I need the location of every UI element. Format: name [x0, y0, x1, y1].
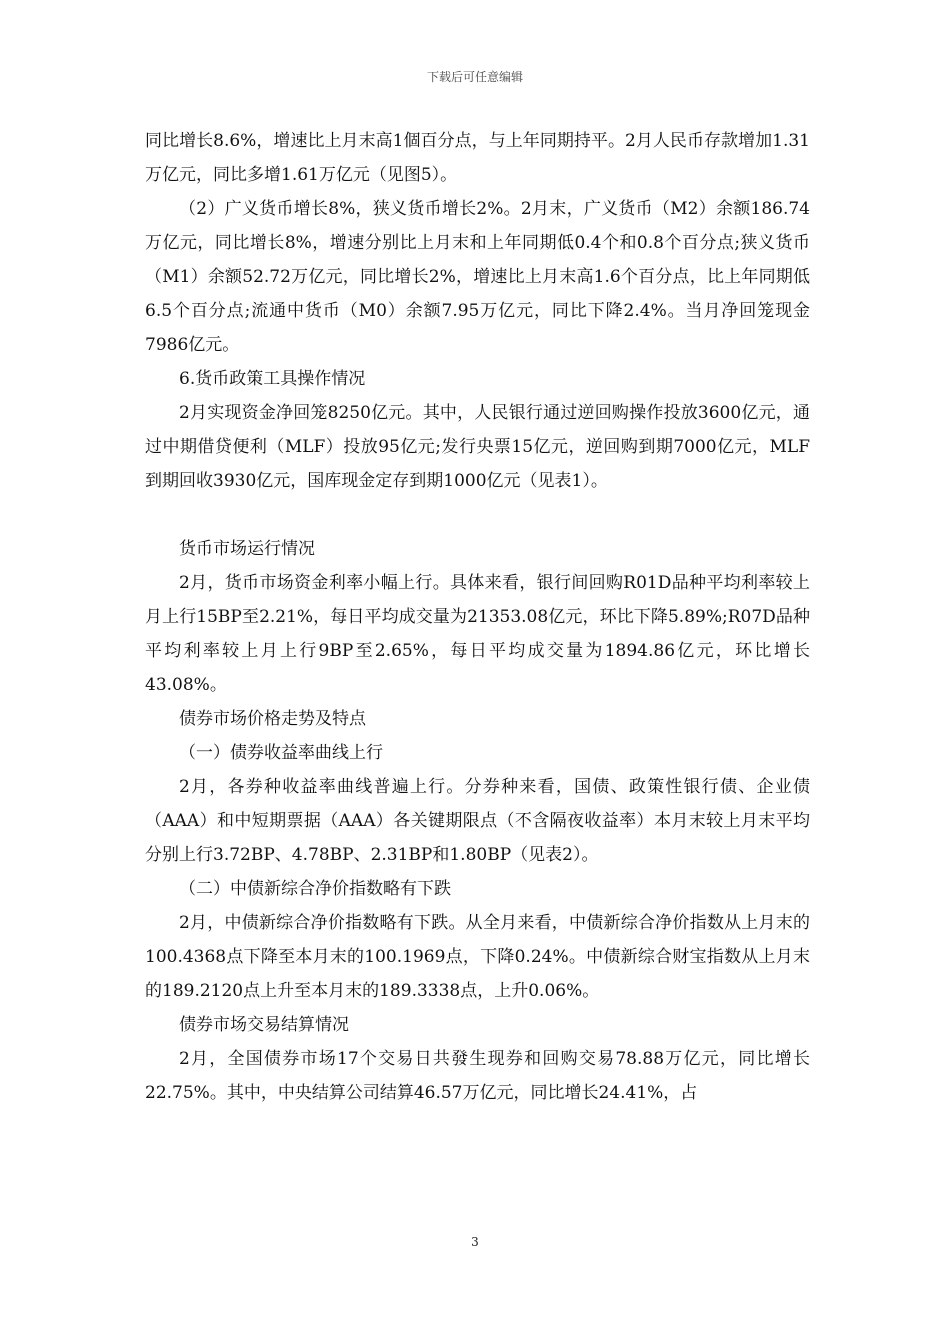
- paragraph-money-market: 2月，货币市场资金利率小幅上行。具体来看，银行间回购R01D品种平均利率较上月上行15BP至2.21%，每日平均成交量为21353.08亿元，环比下降5.89%;R07D品种平均利率较上月上行9BP至2.65%，每日平均成交量为1894.86亿元，环比增长43.08%。: [145, 573, 810, 695]
- paragraph-deposit-growth: 同比增长8.6%，增速比上月末高1個百分点，与上年同期持平。2月人民币存款增加1.31万亿元，同比多增1.61万亿元（见图5）。: [145, 131, 810, 185]
- paragraph-money-supply: （2）广义货币增长8%，狭义货币增长2%。2月末，广义货币（M2）余额186.74万亿元，同比增长8%，增速分别比上月末和上年同期低0.4个和0.8个百分点;狭义货币（M1）余额52.72万亿元，同比增长2%，增速比上月末高1.6个百分点，比上年同期低6.5个百分点;流通中货币（M0）余额7.95万亿元，同比下降2.4%。当月净回笼现金7986亿元。: [145, 199, 810, 355]
- page-number: 3: [471, 1235, 479, 1249]
- subheading-bond-index: （二）中债新综合净价指数略有下跌: [179, 879, 451, 899]
- paragraph-bond-settlement: 2月，全国债券市场17个交易日共發生现券和回购交易78.88万亿元，同比增长22.75%。其中，中央结算公司结算46.57万亿元，同比增长24.41%，占: [145, 1049, 810, 1103]
- paragraph-policy-operations: 2月实现资金净回笼8250亿元。其中，人民银行通过逆回购操作投放3600亿元，通过中期借贷便利（MLF）投放95亿元;发行央票15亿元，逆回购到期7000亿元，MLF到期回收3930亿元，国库现金定存到期1000亿元（见表1）。: [145, 403, 810, 491]
- section-heading-policy-tools: 6.货币政策工具操作情况: [179, 369, 366, 389]
- section-heading-bond-prices: 债券市场价格走势及特点: [179, 709, 366, 729]
- section-heading-money-market: 货币市场运行情况: [179, 539, 315, 559]
- paragraph-bond-index: 2月，中债新综合净价指数略有下跌。从全月来看，中债新综合净价指数从上月末的100.4368点下降至本月末的100.1969点，下降0.24%。中债新综合财宝指数从上月末的189.2120点上升至本月末的189.3338点，上升0.06%。: [145, 913, 810, 1001]
- document-body: [145, 124, 810, 1110]
- paragraph-yield-curve: 2月，各券种收益率曲线普遍上行。分券种来看，国债、政策性银行债、企业债（AAA）和中短期票据（AAA）各关键期限点（不含隔夜收益率）本月末较上月末平均分别上行3.72BP、4.78BP、2.31BP和1.80BP（见表2）。: [145, 777, 810, 865]
- paragraph-spacer: [145, 498, 810, 532]
- subheading-yield-curve: （一）债券收益率曲线上行: [179, 743, 383, 763]
- section-heading-bond-settlement: 债券市场交易结算情况: [179, 1015, 349, 1035]
- page-header: 下载后可任意编辑: [426, 70, 523, 84]
